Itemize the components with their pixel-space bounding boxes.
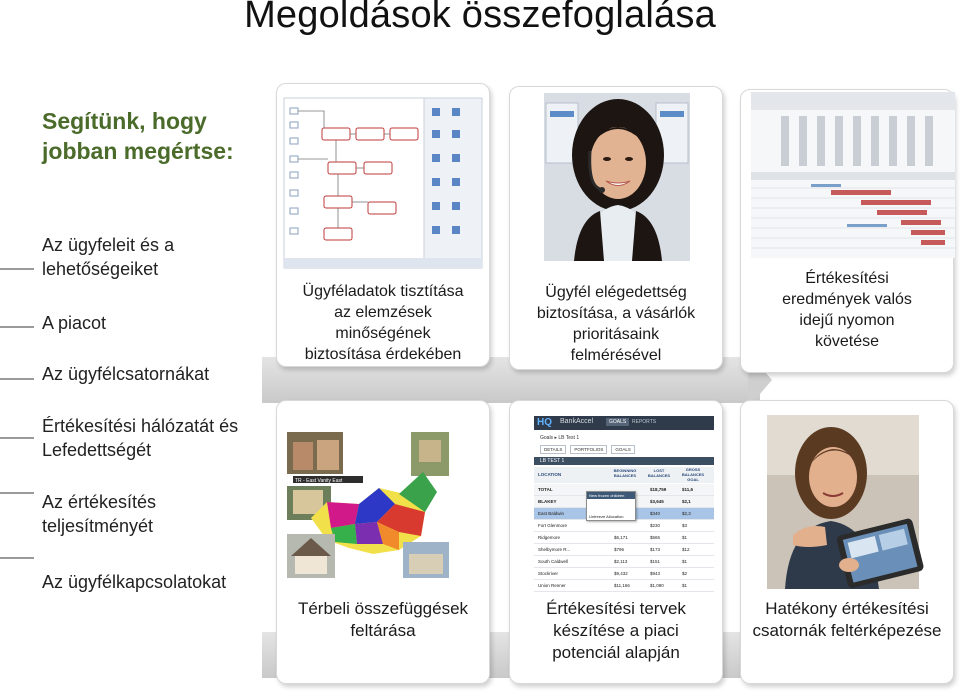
app-header	[534, 416, 714, 430]
table-cell: $565	[650, 535, 661, 540]
card-caption: Térbeli összefüggések feltárása	[297, 599, 469, 640]
subtab-portfolios[interactable]: PORTFOLIOS	[570, 445, 607, 454]
table-cell: $2,1	[682, 499, 691, 504]
menu-item-unfreeze[interactable]: Unfreeze Allocation	[589, 514, 624, 519]
table-cell: Stockriver	[538, 571, 559, 576]
table-cell: $151	[650, 559, 661, 564]
table-cell: BLAKEY	[538, 499, 557, 504]
subtab-goals[interactable]: GOALS	[611, 445, 635, 454]
table-cell: Fort Glenmore	[538, 523, 568, 528]
card-caption: Ügyféladatok tisztítása az elemzések minőségének biztosítása érdekében	[302, 283, 464, 363]
card-spatial-analysis	[276, 400, 490, 684]
hq-logo: HQ	[537, 417, 552, 428]
table-cell: $1	[682, 559, 688, 564]
table-cell: $1	[682, 583, 688, 588]
map-collage	[287, 432, 449, 578]
divider	[0, 492, 34, 494]
table-cell: $796	[614, 547, 625, 552]
subtitle: Segítünk, hogy jobban megértse:	[42, 108, 234, 164]
card-sales-channels	[740, 400, 954, 684]
list-item: Az ügyfélkapcsolatokat	[42, 572, 227, 592]
list-item: Az ügyfeleit és a lehetőségeiket	[42, 235, 175, 279]
table-cell: $2,113	[614, 559, 628, 564]
col-gross: GROSS BALANCES GOAL	[681, 467, 705, 482]
table-cell: $3,645	[650, 499, 664, 504]
card-caption: Hatékony értékesítési csatornák feltérképezése	[752, 599, 942, 640]
divider	[0, 378, 34, 380]
map-label: TR - East Vanity East	[295, 478, 343, 484]
table-cell: $11,6	[682, 487, 694, 492]
menu-item-frozen[interactable]: New frozen children	[587, 492, 635, 499]
table-cell: TOTAL	[538, 487, 553, 492]
col-location: LOCATION	[538, 472, 562, 477]
table-row[interactable]	[534, 520, 714, 532]
tab-goals[interactable]: GOALS	[606, 418, 629, 426]
table-cell: East Baldwin	[538, 511, 565, 516]
card-data-cleansing	[276, 83, 490, 367]
table-cell: $18,759	[650, 487, 667, 492]
table-cell: $11,166	[614, 583, 630, 588]
gantt-screenshot	[751, 92, 955, 258]
table-cell: $2	[682, 571, 688, 576]
table-row[interactable]	[534, 556, 714, 568]
divider	[0, 326, 34, 328]
table-cell: $3	[682, 523, 688, 528]
subtab-details[interactable]: DETAILS	[540, 445, 566, 454]
table-row[interactable]	[534, 532, 714, 544]
divider	[0, 268, 34, 270]
list-item: A piacot	[42, 313, 107, 333]
breadcrumb: Goals ▸ LB Test 1	[540, 435, 580, 441]
table-row[interactable]	[534, 544, 714, 556]
col-beginning: BEGINNING BALANCES	[613, 468, 637, 478]
context-menu	[586, 491, 636, 521]
list-item: Értékesítési hálózatát és Lefedettségét	[42, 416, 239, 460]
table-row[interactable]	[534, 580, 714, 592]
tab-reports[interactable]: REPORTS	[632, 419, 657, 425]
list-item: Az értékesítés teljesítményét	[42, 492, 157, 536]
table-cell: $1	[682, 535, 688, 540]
workflow-screenshot	[284, 98, 482, 268]
headset-operator-photo	[544, 93, 690, 261]
table-cell: $173	[650, 547, 661, 552]
tablet-woman-photo	[767, 415, 919, 589]
table-cell: $230	[650, 523, 661, 528]
card-sales-planning	[509, 400, 723, 684]
list-item: Az ügyfélcsatornákat	[42, 364, 210, 384]
card-realtime-tracking	[740, 89, 954, 373]
table-header	[534, 467, 714, 483]
table-cell: $2,3	[682, 511, 691, 516]
table-cell: $9,432	[614, 571, 628, 576]
divider	[0, 557, 34, 559]
table-title: LB TEST 1	[534, 457, 714, 465]
table-cell: Shelbymore R...	[538, 547, 571, 552]
divider	[0, 437, 34, 439]
table-cell: $12	[682, 547, 690, 552]
table-cell: $1,090	[650, 583, 664, 588]
col-lost: LOST BALANCES	[647, 468, 671, 478]
card-caption: Ügyfél elégedettség biztosítása, a vásárlók prioritásaink felmérésével	[536, 284, 696, 364]
table-cell: Union Renner	[538, 583, 566, 588]
table-cell: Ridgemore	[538, 535, 561, 540]
card-caption: Értékesítési tervek készítése a piaci potenciál alapján	[546, 599, 686, 662]
table-cell: $6,171	[614, 535, 628, 540]
card-customer-satisfaction	[509, 86, 723, 370]
table-cell: South Caldwell	[538, 559, 569, 564]
card-caption: Értékesítési eredmények valós idejű nyomon követése	[782, 270, 912, 350]
bankaccel-screenshot	[534, 416, 714, 588]
app-name: BankAccel	[560, 418, 594, 425]
table-row[interactable]	[534, 568, 714, 580]
page-title: Megoldások összefoglalása	[244, 0, 716, 36]
table-cell: $340	[650, 511, 661, 516]
table-cell: $943	[650, 571, 661, 576]
